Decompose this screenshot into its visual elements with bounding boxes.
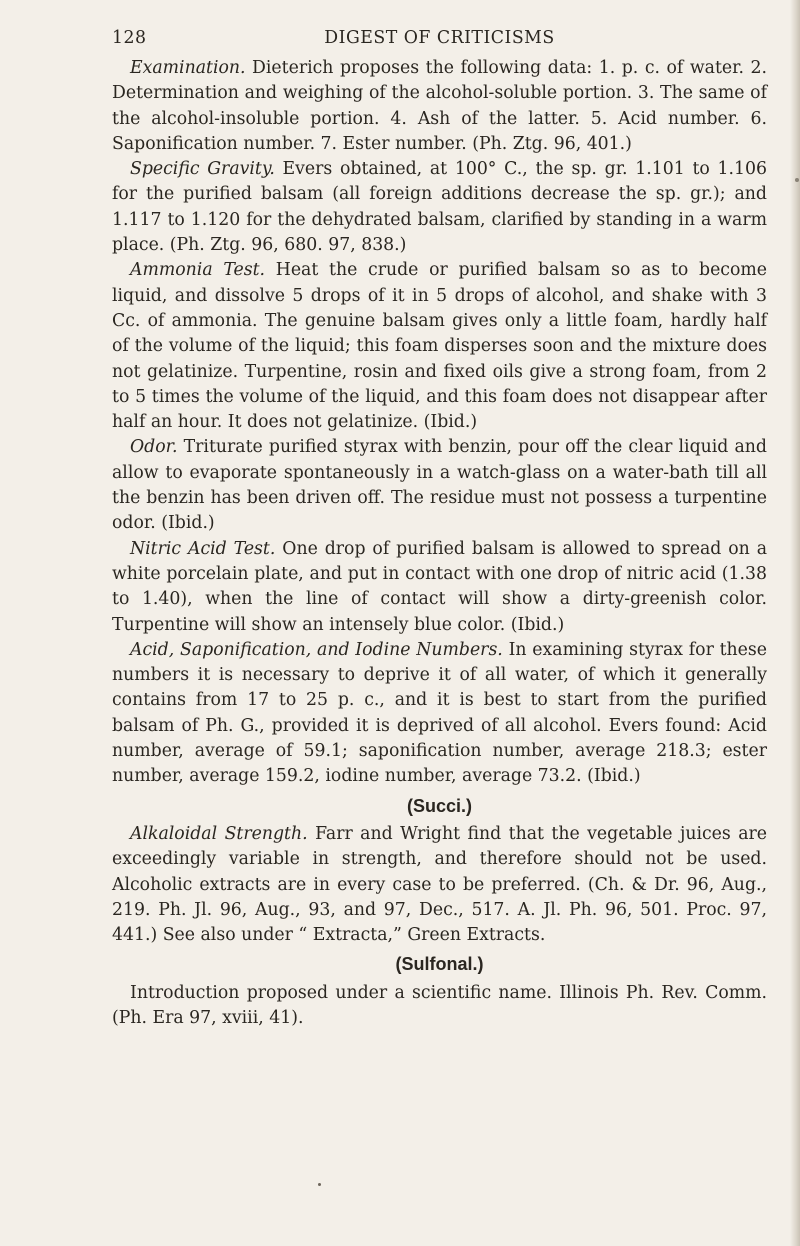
paragraph-text: In examining styrax for these numbers it is necessary to deprive it of all water, of which it generally contains from 17 to 25 p. c., and it is best to start from the purified balsam of Ph. G., provided it is deprived of all alcohol. Evers found: Acid number, average of 59.1; saponification number, average 218.3; ester number, average 159.2, iodine number, average 73.2. (Ibid.) (112, 639, 767, 787)
page-header (112, 22, 767, 50)
paragraph-lead: Acid, Saponification, and Iodine Numbers. (130, 639, 503, 660)
page-body (112, 22, 767, 1031)
paragraph-text: Evers obtained, at 100° C., the sp. gr. 1.101 to 1.106 for the purified balsam (all foreign additions decrease the sp. gr.); and 1.117 to 1.120 for the dehydrated balsam, clarified by standing in a warm place. (Ph. Ztg. 96, 680. 97, 838.) (112, 159, 767, 256)
paragraph-sulfonal: Introduction proposed under a scientific name. Illinois Ph. Rev. Comm. (Ph. Era 97, xviii, 41). (112, 982, 767, 1028)
paragraph-lead: Nitric Acid Test. (130, 538, 276, 559)
paragraph-text: One drop of purified balsam is allowed to spread on a white porcelain plate, and put in contact with one drop of nitric acid (1.38 to 1.40), when the line of contact will show a dirty-greenish color. Turpentine will show an intensely blue color. (Ibid.) (112, 538, 767, 635)
paragraph-lead: Odor. (130, 437, 178, 458)
paragraph-text: Farr and Wright find that the vegetable juices are exceedingly variable in strength, and therefore should not be used. Alcoholic extracts are in every case to be preferred. (Ch. & Dr. 96, Aug., 219. Ph. Jl. 96, Aug., 93, and 97, Dec., 517. A. Jl. Ph. 96, 501. Proc. 97, 441.) See also under “ Extracta,” Green Extracts. (112, 823, 767, 946)
paragraph-lead: Specific Gravity. (130, 159, 275, 180)
section-heading-sulfonal: (Sulfonal.) (395, 954, 484, 975)
paragraph-odor (112, 435, 767, 536)
paragraph-text: Heat the crude or purified balsam so as to become liquid, and dissolve 5 drops of it in 5 drops of alcohol, and shake with 3 Cc. of ammonia. The genuine balsam gives only a little foam, hardly half of the volume of the liquid; this foam disperses soon and the mixture does not gelatinize. Turpentine, rosin and fixed oils give a strong foam, from 2 to 5 times the volume of the liquid, and this foam does not disappear after half an hour. It does not gelatinize. (Ibid.) (112, 260, 768, 433)
paragraph-examination (112, 56, 767, 157)
page-speck (318, 1183, 321, 1186)
page-edge-shadow (790, 0, 800, 1246)
paragraph-ammonia-test (112, 258, 767, 435)
paragraph-lead: Alkaloidal Strength. (130, 823, 308, 844)
paragraph-numbers (112, 638, 767, 790)
margin-speck (795, 178, 799, 182)
paragraph-nitric-acid-test (112, 537, 767, 638)
paragraph-lead: Examination. (130, 58, 246, 78)
paragraph-text: Dieterich proposes the following data: 1. p. c. of water. 2. Determination and weighing of the alcohol-soluble portion. 3. The same of the alcohol-insoluble portion. 4. Ash of the latter. 5. Acid number. 6. Saponification number. 7. Ester number. (Ph. Ztg. 96, 401.) (112, 58, 767, 154)
paragraph-specific-gravity (112, 157, 767, 258)
page-number: 128 (112, 28, 147, 48)
running-title: DIGEST OF CRITICISMS (324, 28, 555, 48)
section-heading-succi: (Succi.) (406, 795, 472, 816)
paragraph-text: Triturate purified styrax with benzin, pour off the clear liquid and allow to evaporate spontaneously in a watch-glass on a water-bath till all the benzin has been driven off. The residue must not possess a turpentine odor. (Ibid.) (112, 437, 767, 534)
paragraph-lead: Ammonia Test. (130, 260, 266, 281)
paragraph-alkaloidal-strength (112, 822, 767, 948)
